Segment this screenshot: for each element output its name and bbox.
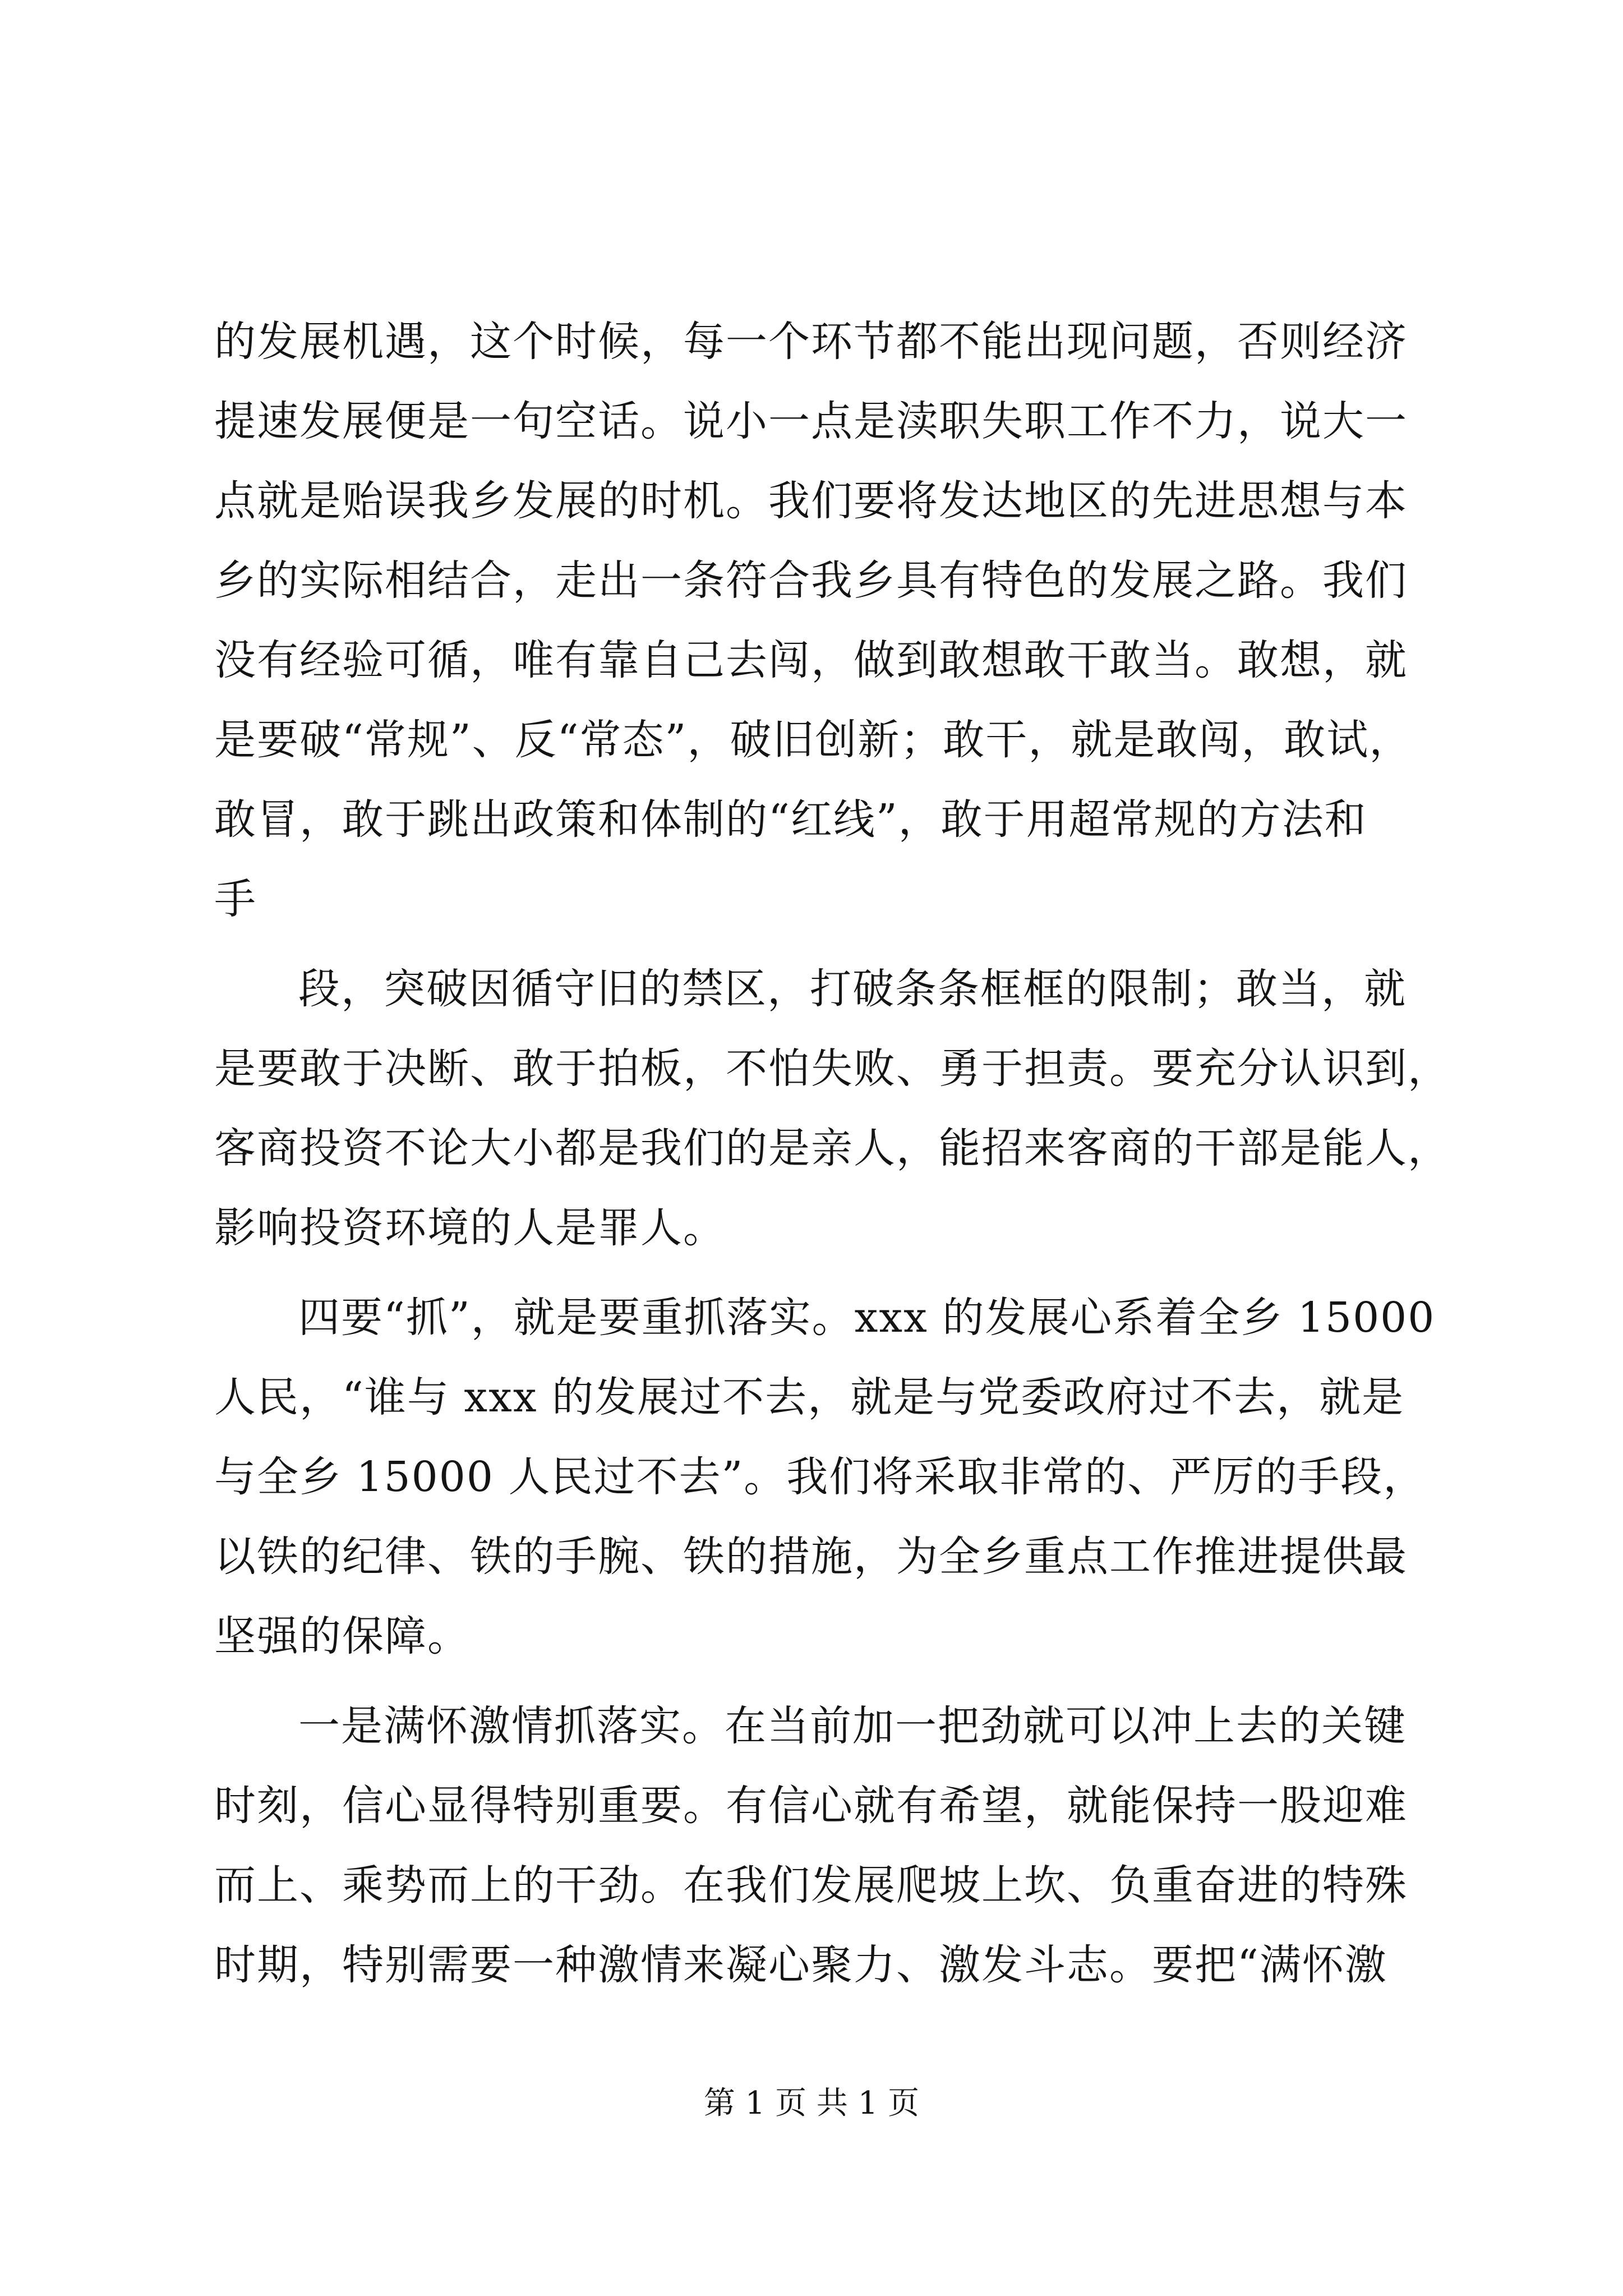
text-line: 时期，特别需要一种激情来凝心聚力、激发斗志。要把“满怀激 (214, 1941, 1387, 1989)
text-line: 与全乡 15000 人民过不去”。我们将采取非常的、严厉的手段， (214, 1453, 1426, 1501)
document-body (214, 302, 1450, 2005)
text-line: 手 (214, 875, 257, 923)
text-line: 影响投资环境的人是罪人。 (214, 1204, 726, 1252)
paragraph-1 (214, 302, 1414, 939)
text-line: 提速发展便是一句空话。说小一点是渎职失职工作不力，说大一 (214, 397, 1408, 445)
text-line: 人民，“谁与 xxx 的发展过不去，就是与党委政府过不去，就是 (214, 1373, 1405, 1421)
text-line: 段，突破因循守旧的禁区，打破条条框框的限制；敢当，就 (298, 965, 1407, 1013)
paragraph-4 (214, 1686, 1414, 2005)
text-line: 敢冒，敢于跳出政策和体制的“红线”，敢于用超常规的方法和 (214, 795, 1367, 844)
paragraph-2 (214, 949, 1450, 1268)
text-line: 坚强的保障。 (214, 1612, 470, 1660)
text-line: 是要破“常规”、反“常态”，破旧创新；敢干，就是敢闯，敢试， (214, 716, 1412, 764)
text-line: 是要敢于决断、敢于拍板，不怕失败、勇于担责。要充分认识到， (214, 1045, 1450, 1093)
text-line: 的发展机遇，这个时候，每一个环节都不能出现问题，否则经济 (214, 318, 1408, 366)
text-line: 乡的实际相结合，走出一条符合我乡具有特色的发展之路。我们 (214, 556, 1408, 605)
text-line: 客商投资不论大小都是我们的是亲人，能招来客商的干部是能人， (214, 1124, 1450, 1172)
text-line: 四要“抓”，就是要重抓落实。xxx 的发展心系着全乡 15000 (298, 1294, 1436, 1342)
paragraph-spacing (214, 1268, 1414, 1278)
text-line: 点就是贻误我乡发展的时机。我们要将发达地区的先进思想与本 (214, 477, 1408, 525)
text-line: 没有经验可循，唯有靠自己去闯，做到敢想敢干敢当。敢想，就 (214, 636, 1408, 684)
text-line: 一是满怀激情抓落实。在当前加一把劲就可以冲上去的关键 (298, 1702, 1407, 1750)
paragraph-3 (214, 1278, 1436, 1676)
paragraph-spacing (214, 1676, 1414, 1686)
text-line: 以铁的纪律、铁的手腕、铁的措施，为全乡重点工作推进提供最 (214, 1533, 1408, 1581)
page-footer (0, 2084, 1623, 2123)
text-line: 而上、乘势而上的干劲。在我们发展爬坡上坎、负重奋进的特殊 (214, 1861, 1408, 1910)
paragraph-spacing (214, 939, 1414, 949)
text-line: 时刻，信心显得特别重要。有信心就有希望，就能保持一股迎难 (214, 1782, 1408, 1830)
page-number-label: 第 1 页 共 1 页 (703, 2085, 920, 2122)
